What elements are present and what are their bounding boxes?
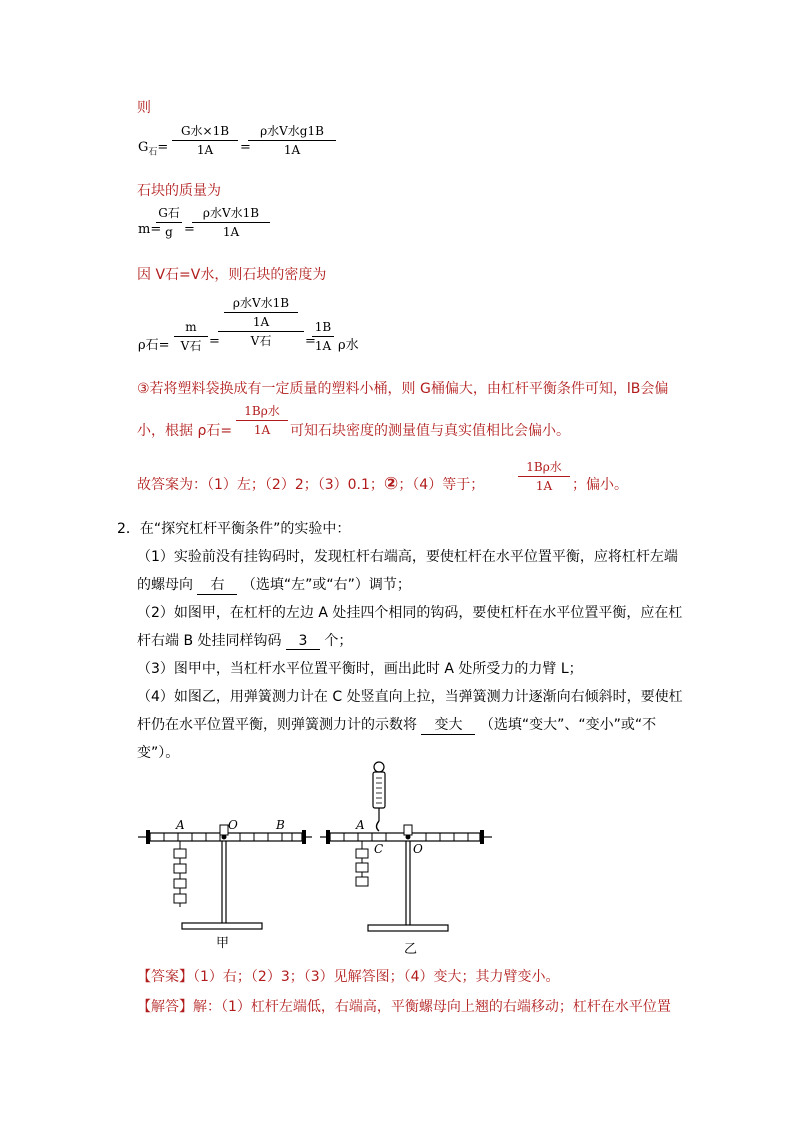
answer-prefix: 故答案为：（1）左；（2）2；（3）0.1； xyxy=(137,477,384,493)
fraction-g-stone xyxy=(156,206,182,239)
frac-num: ρ水V水g1B xyxy=(260,124,324,138)
q2-part2-line1: （2）如图甲，在杠杆的左边 A 处挂四个相同的钩码，要使杠杆在水平位置平衡，应在杠 xyxy=(137,605,683,621)
frac-num: G石 xyxy=(158,206,180,220)
fraction-m-over-v xyxy=(174,320,208,353)
frac-den: V石 xyxy=(180,339,202,353)
frac-bar xyxy=(192,222,270,223)
frac-bar xyxy=(248,140,336,141)
stand-base xyxy=(368,925,448,931)
q2-part1-line2 xyxy=(137,574,411,595)
frac-bar xyxy=(156,222,182,223)
question-stem: 2．在“探究杠杆平衡条件”的实验中： xyxy=(117,521,351,537)
g-stone-lhs xyxy=(138,140,168,158)
frac-num: G水×1B xyxy=(180,124,230,138)
label-b: B xyxy=(276,818,285,832)
answer-text: （1）右；（2）3；（3）见解答图；（4）变大；其力臂变小。 xyxy=(193,969,560,985)
text: 的螺母向 xyxy=(137,577,193,593)
frac-num: 1Bρ水 xyxy=(244,404,280,418)
lever-figures xyxy=(130,755,510,965)
answer-suffix: ；偏小。 xyxy=(572,477,628,493)
answer-circled: ② xyxy=(383,474,399,494)
hook-weights xyxy=(356,849,368,886)
pivot-point xyxy=(406,835,411,840)
q2-part4-line1: （4）如图乙，用弹簧测力计在 C 处竖直向上拉，当弹簧测力计逐渐向右倾斜时，要使杠 xyxy=(137,689,683,705)
q2-part4-line2 xyxy=(137,714,656,735)
frac-bar xyxy=(518,476,570,477)
item3-line1: ③若将塑料袋换成有一定质量的塑料小桶，则 G桶偏大，由杠杆平衡条件可知，lB会偏 xyxy=(137,381,669,397)
fraction-lb-la xyxy=(312,320,334,353)
text: 杆右端 B 处挂同样钩码 xyxy=(137,633,282,649)
rho-water: ρ水 xyxy=(338,338,359,353)
eq-sign: = xyxy=(184,222,195,237)
explain-text: 解：（1）杠杆左端低，右端高，平衡螺母向上翘的右端移动；杠杆在水平位置 xyxy=(193,999,671,1015)
frac-den: 1A xyxy=(222,225,240,239)
answer-line xyxy=(137,966,560,986)
explain-line xyxy=(137,996,671,1016)
frac-num: 1Bρ水 xyxy=(526,460,562,474)
frac-num-bot: 1A xyxy=(252,315,270,329)
q2-part4-line3: 变”）。 xyxy=(137,745,180,761)
scale-ring xyxy=(374,762,384,772)
because-line: 因 V石=V水，则石块的密度为 xyxy=(137,267,327,283)
frac-bar xyxy=(312,336,334,337)
frac-den: 1A xyxy=(283,143,301,157)
eq-sign: = xyxy=(157,140,169,155)
label-o: O xyxy=(413,842,423,856)
rho-stone-lhs xyxy=(138,334,170,353)
q2-part3: （3）图甲中，当杠杆水平位置平衡时，画出此时 A 处所受力的力臂 L； xyxy=(137,661,583,677)
eq-sign: = xyxy=(158,338,170,353)
caption-yi: 乙 xyxy=(404,942,418,957)
frac-den: 1A xyxy=(196,143,214,157)
solution-ze: 则 xyxy=(137,100,151,116)
m-lhs: m= xyxy=(138,222,162,237)
frac-den: 1A xyxy=(314,339,332,353)
spring-scale xyxy=(373,772,385,808)
frac-num-top: ρ水V水1B xyxy=(232,296,290,310)
answer-summary xyxy=(137,474,484,494)
frac-den: g xyxy=(165,225,173,239)
frac-den: V石 xyxy=(250,334,272,348)
text: （选填“左”或“右”）调节； xyxy=(241,577,411,593)
text: 个； xyxy=(324,633,353,649)
answer-blank: 右 xyxy=(197,574,237,595)
mass-label: 石块的质量为 xyxy=(137,183,221,199)
figure-yi xyxy=(320,762,492,957)
label-o: O xyxy=(228,818,238,832)
text: 杆仍在水平位置平衡，则弹簧测力计的示数将 xyxy=(137,717,417,733)
frac-bar xyxy=(174,336,208,337)
frac-bar xyxy=(172,140,238,141)
balance-nut xyxy=(480,830,484,844)
rho-symbol: ρ石 xyxy=(138,338,159,353)
q2-part1-line1: （1）实验前没有挂钩码时，发现杠杆右端高，要使杠杆在水平位置平衡，应将杠杆左端 xyxy=(137,549,678,565)
answer-blank: 变大 xyxy=(421,714,475,735)
frac-inner-bar xyxy=(224,312,298,313)
q2-part2-line2 xyxy=(137,630,352,650)
g-symbol: G xyxy=(138,140,149,155)
pivot-bracket xyxy=(220,825,228,835)
eq-sign: = xyxy=(305,334,316,349)
pivot-bracket xyxy=(404,825,412,835)
frac-num: m xyxy=(185,320,197,334)
label-c: C xyxy=(374,842,384,856)
figure-jia xyxy=(138,818,312,951)
eq-sign: = xyxy=(240,140,251,155)
balance-nut xyxy=(146,830,150,844)
item3-line2-a: 小，根据 ρ石= xyxy=(137,423,233,439)
answer-mid: ；（4）等于； xyxy=(398,477,485,493)
item3-fraction xyxy=(236,404,288,437)
g-sub: 石 xyxy=(148,147,158,158)
stand-base xyxy=(182,923,262,929)
frac-bar xyxy=(218,331,304,332)
balance-nut xyxy=(326,830,330,844)
label-a: A xyxy=(356,818,365,832)
caption-jia: 甲 xyxy=(216,936,230,951)
scale-hook xyxy=(377,821,380,831)
fraction-compound xyxy=(218,296,304,348)
answer-fraction xyxy=(518,460,570,493)
frac-den: 1A xyxy=(253,423,271,437)
fraction-mass xyxy=(192,206,270,239)
item3-line2-b: 可知石块密度的测量值与真实值相比会偏小。 xyxy=(290,423,570,439)
pivot-point xyxy=(222,835,227,840)
balance-nut xyxy=(302,830,306,844)
fraction-g-water xyxy=(172,124,238,157)
frac-den: 1A xyxy=(535,479,553,493)
answer-blank: 3 xyxy=(286,633,320,650)
frac-num: 1B xyxy=(314,320,332,334)
frac-bar xyxy=(236,420,288,421)
eq-sign: = xyxy=(209,334,220,349)
answer-label: 【答案】 xyxy=(137,969,193,985)
explain-label: 【解答】 xyxy=(137,999,193,1015)
fraction-rho-water xyxy=(248,124,336,157)
label-a: A xyxy=(176,818,185,832)
frac-num: ρ水V水1B xyxy=(202,206,260,220)
text: （选填“变大”、“变小”或“不 xyxy=(479,717,657,733)
